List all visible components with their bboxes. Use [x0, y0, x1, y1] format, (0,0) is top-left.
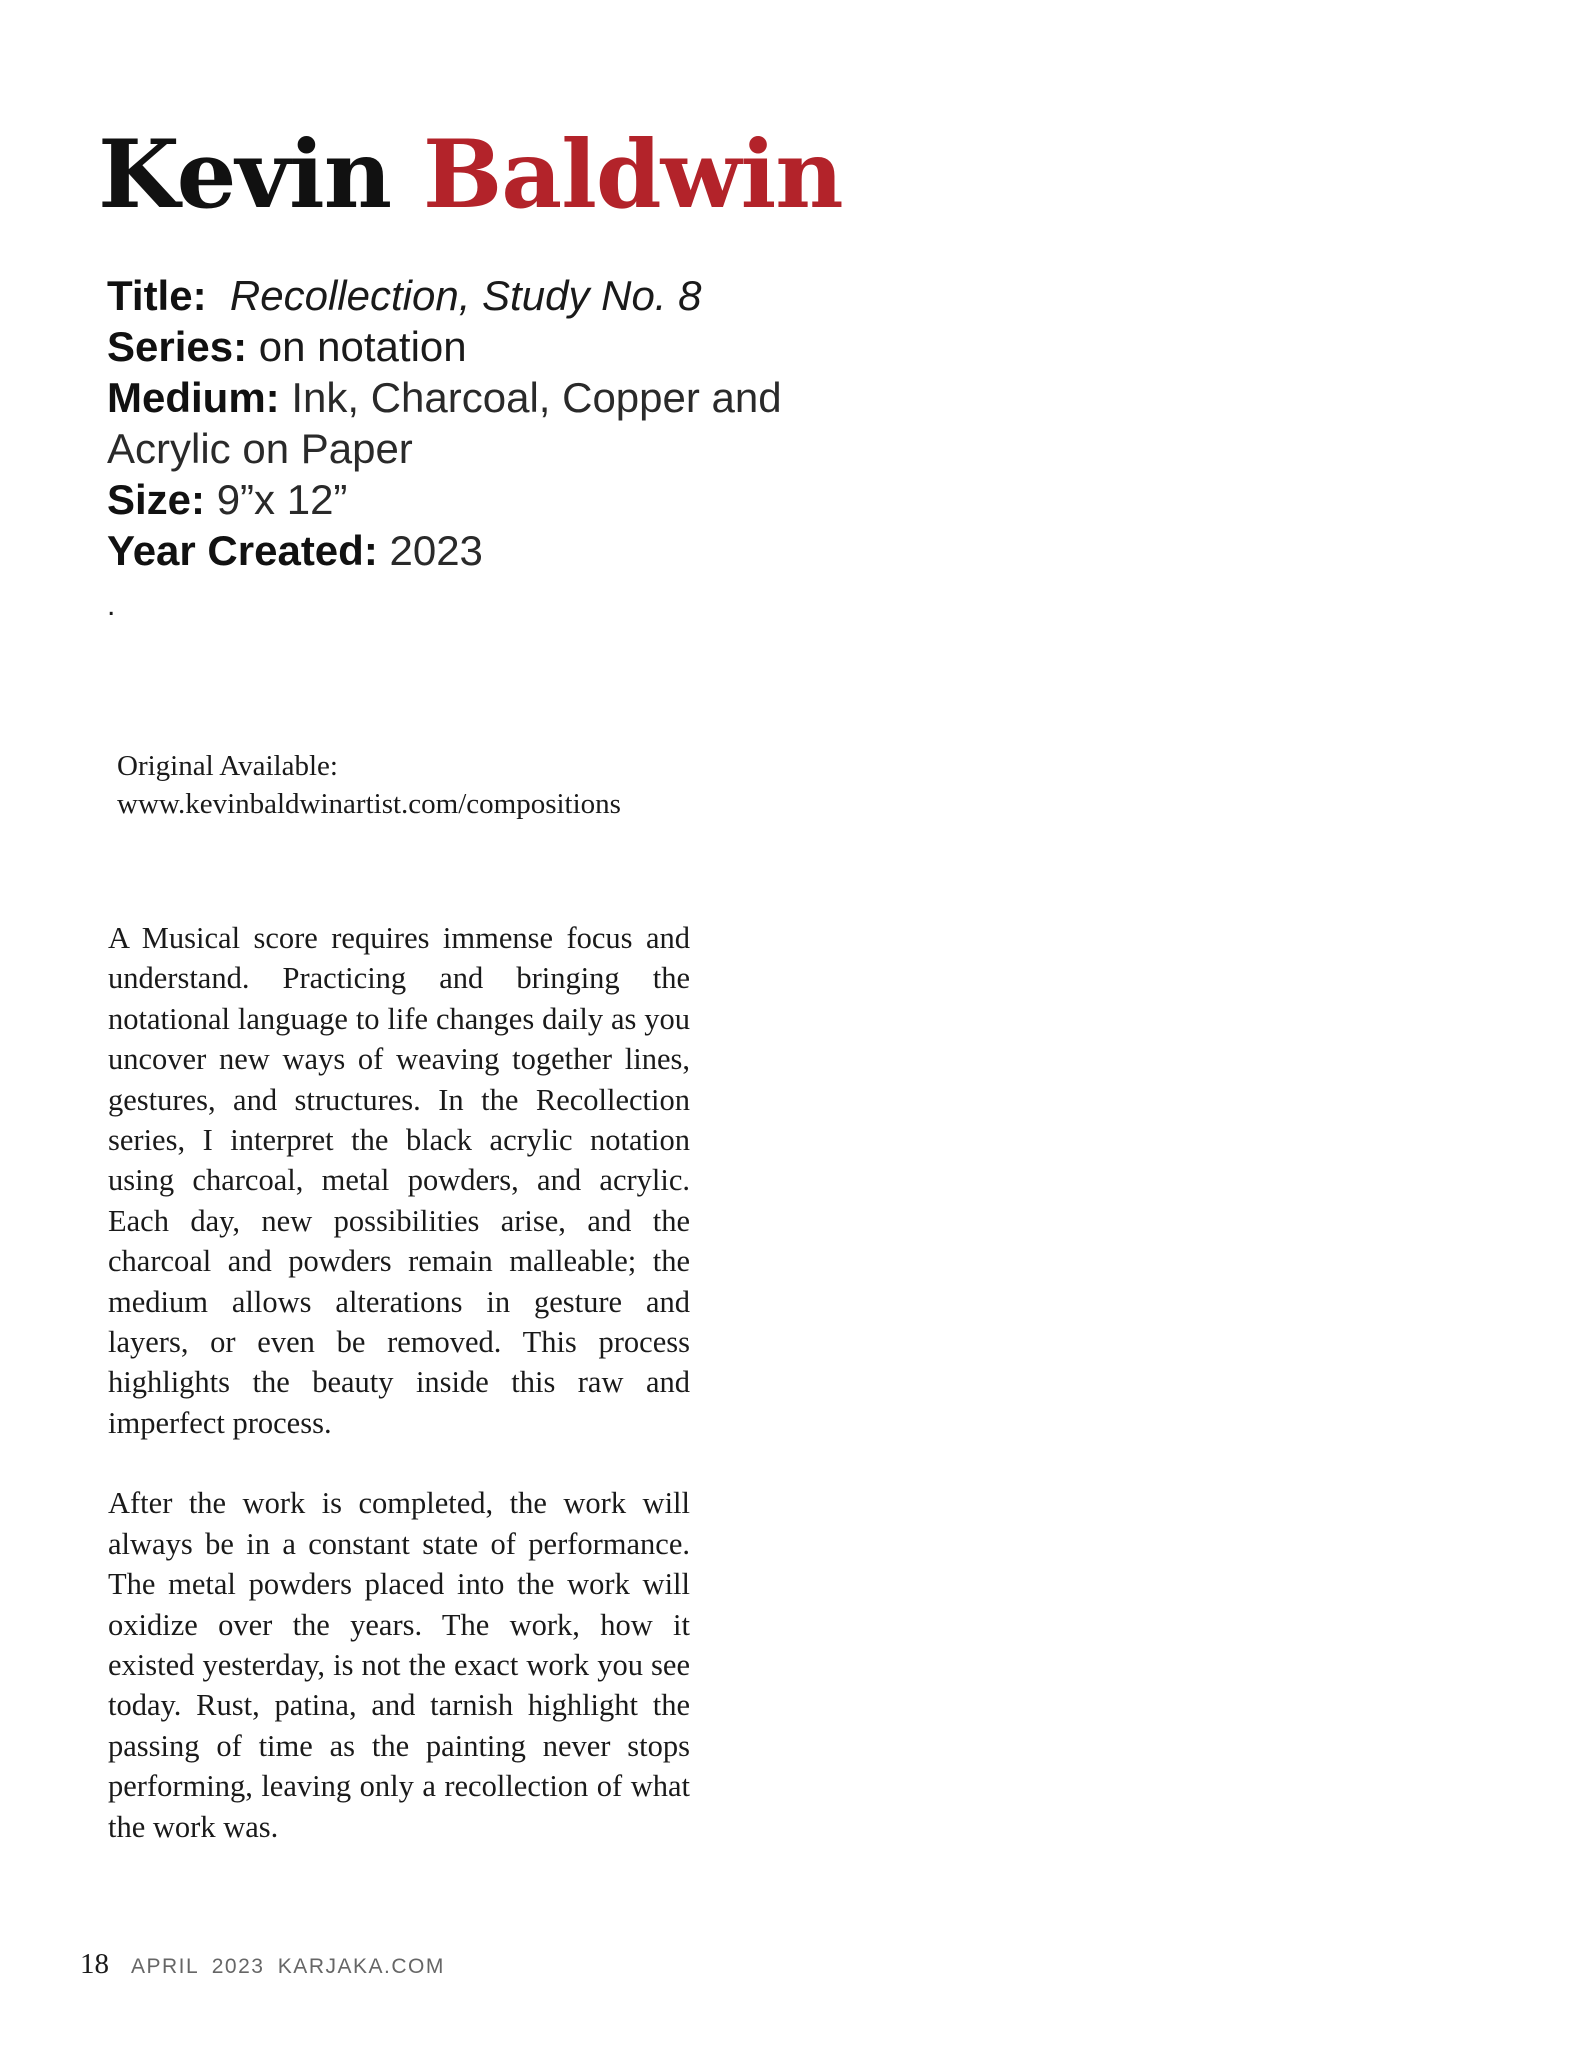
availability-url[interactable]: www.kevinbaldwinartist.com/compositions: [117, 788, 621, 820]
page-number: 18: [80, 1948, 109, 1980]
availability-note: [117, 747, 817, 823]
series-label: Series:: [107, 323, 248, 370]
availability-label: Original Available:: [117, 750, 338, 782]
year-value: 2023: [389, 527, 483, 574]
statement-paragraph-2: After the work is completed, the work will always be in a constant state of performance. The metal powders placed into the work will oxidize over the years. The work, how it existed yesterday, is not the exact work you see today. Rust, patina, and tarnish highlight the passing of time as the painting never stops performing, leaving only a recollection of what the work was.: [108, 1486, 690, 1844]
artist-last-name: Baldwin: [422, 120, 843, 230]
medium-row-continued: [107, 423, 867, 474]
medium-value-line1: Ink, Charcoal, Copper and: [291, 374, 782, 421]
trailing-dot: .: [107, 589, 116, 622]
year-label: Year Created:: [107, 527, 378, 574]
page-footer: [80, 1950, 445, 1979]
medium-label: Medium:: [107, 374, 280, 421]
issue-info: APRIL 2023 KARJAKA.COM: [131, 1955, 445, 1978]
title-row: [107, 270, 867, 321]
artist-name-heading: [98, 120, 843, 230]
series-row: [107, 321, 867, 372]
size-value: 9”x 12”: [216, 476, 348, 523]
medium-row: [107, 372, 867, 423]
medium-value-line2: Acrylic on Paper: [107, 425, 413, 472]
artwork-details: [107, 270, 867, 636]
title-label: Title:: [107, 272, 207, 319]
series-value: on notation: [258, 323, 467, 370]
artist-statement: [108, 918, 690, 1887]
year-row: [107, 525, 867, 576]
size-label: Size:: [107, 476, 206, 523]
size-row: [107, 474, 867, 525]
artist-first-name: Kevin: [98, 120, 392, 230]
title-value: Recollection, Study No. 8: [229, 272, 702, 319]
statement-paragraph-1: A Musical score requires immense focus and understand. Practicing and bringing the notational language to life changes daily as you uncover new ways of weaving together lines, gestures, and structures. In the Recollection series, I interpret the black acrylic notation using charcoal, metal powders, and acrylic. Each day, new possibilities arise, and the charcoal and powders remain malleable; the medium allows alterations in gesture and layers, or even be removed. This process highlights the beauty inside this raw and imperfect process.: [108, 921, 690, 1440]
